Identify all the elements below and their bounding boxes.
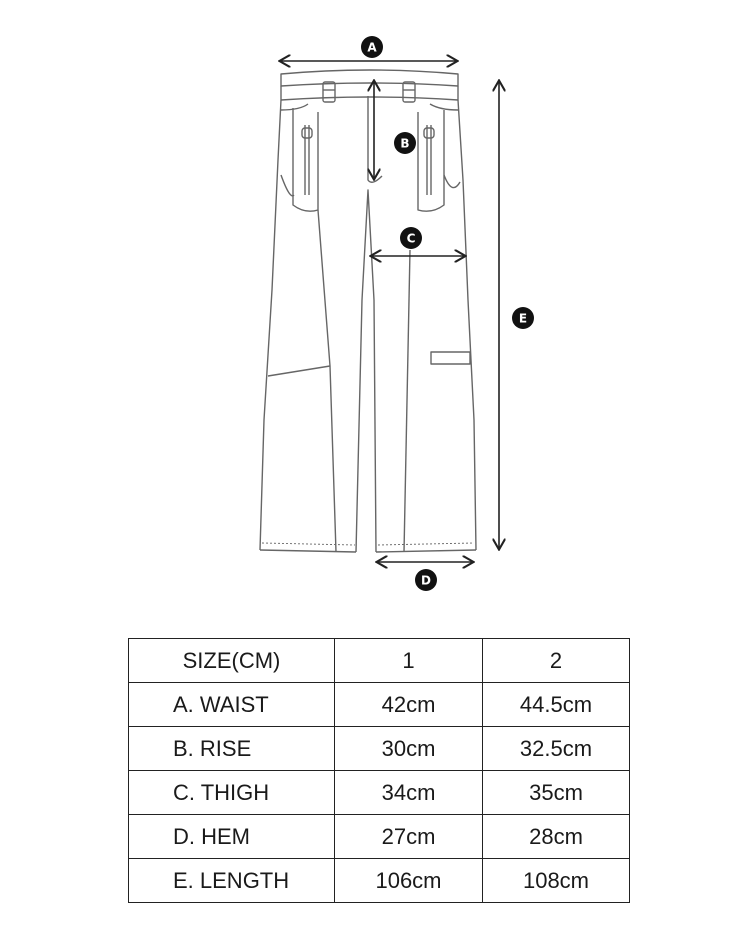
table-row (129, 771, 630, 815)
marker-b (394, 132, 416, 154)
table-row (129, 683, 630, 727)
svg-text:C: C (406, 231, 416, 246)
row-value-size-1: 42cm (335, 683, 483, 727)
svg-text:A: A (367, 40, 377, 55)
svg-text:E: E (518, 311, 528, 326)
row-value-size-1: 34cm (335, 771, 483, 815)
size-chart-table (128, 638, 630, 903)
table-header-row (129, 639, 630, 683)
row-label: D. HEM (129, 815, 335, 859)
row-value-size-1: 27cm (335, 815, 483, 859)
table-row (129, 727, 630, 771)
row-label: A. WAIST (129, 683, 335, 727)
header-size: SIZE(CM) (129, 639, 335, 683)
pants-illustration (260, 70, 476, 552)
header-size-1: 1 (335, 639, 483, 683)
row-value-size-1: 106cm (335, 859, 483, 903)
svg-text:B: B (400, 136, 410, 151)
row-value-size-2: 108cm (483, 859, 630, 903)
row-value-size-2: 44.5cm (483, 683, 630, 727)
marker-e (512, 307, 534, 329)
row-label: B. RISE (129, 727, 335, 771)
table-row (129, 859, 630, 903)
row-value-size-1: 30cm (335, 727, 483, 771)
marker-a (361, 36, 383, 58)
row-label: C. THIGH (129, 771, 335, 815)
row-value-size-2: 32.5cm (483, 727, 630, 771)
header-size-2: 2 (483, 639, 630, 683)
table-row (129, 815, 630, 859)
row-value-size-2: 35cm (483, 771, 630, 815)
measurement-arrows (281, 61, 499, 562)
row-value-size-2: 28cm (483, 815, 630, 859)
svg-text:D: D (421, 573, 431, 588)
marker-d (415, 569, 437, 591)
row-label: E. LENGTH (129, 859, 335, 903)
marker-c (400, 227, 422, 249)
